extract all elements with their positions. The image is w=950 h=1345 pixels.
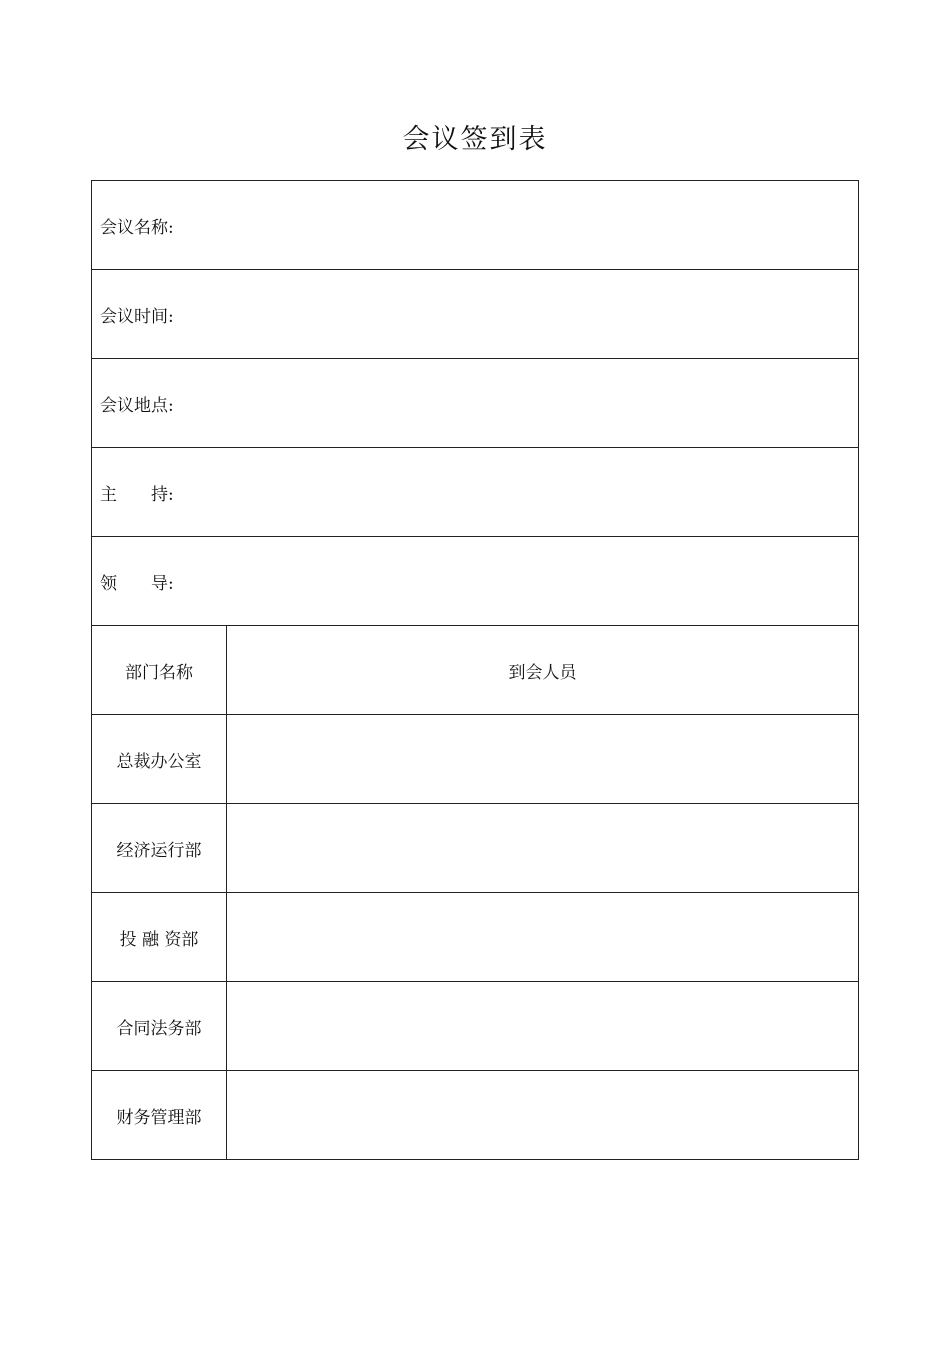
meeting-name-label: 会议名称: [100,217,174,238]
info-row-meeting-time [92,270,859,359]
table-row [92,804,859,893]
meeting-name-field[interactable] [92,181,859,270]
info-row-leader [92,537,859,626]
department-name: 投 融 资部 [92,893,227,982]
meeting-time-field[interactable] [92,270,859,359]
leader-label: 领 导: [100,573,174,594]
department-name: 经济运行部 [92,804,227,893]
attendees-signature-cell[interactable] [227,982,859,1071]
host-label: 主 持: [100,484,174,505]
table-row [92,982,859,1071]
meeting-location-field[interactable] [92,359,859,448]
page-title: 会议签到表 [402,124,548,155]
department-column-header: 部门名称 [92,626,227,715]
host-field[interactable] [92,448,859,537]
meeting-time-label: 会议时间: [100,306,174,327]
info-row-meeting-location [92,359,859,448]
attendees-signature-cell[interactable] [227,804,859,893]
leader-field[interactable] [92,537,859,626]
attendees-signature-cell[interactable] [227,1071,859,1160]
table-row [92,1071,859,1160]
department-name: 总裁办公室 [92,715,227,804]
meeting-location-label: 会议地点: [100,395,174,416]
department-name: 合同法务部 [92,982,227,1071]
attendees-column-header: 到会人员 [227,626,859,715]
table-row [92,715,859,804]
info-row-host [92,448,859,537]
attendees-signature-cell[interactable] [227,715,859,804]
info-row-meeting-name [92,181,859,270]
table-header-row [92,626,859,715]
table-row [92,893,859,982]
department-name: 财务管理部 [92,1071,227,1160]
attendees-signature-cell[interactable] [227,893,859,982]
sign-in-table [91,180,859,1160]
